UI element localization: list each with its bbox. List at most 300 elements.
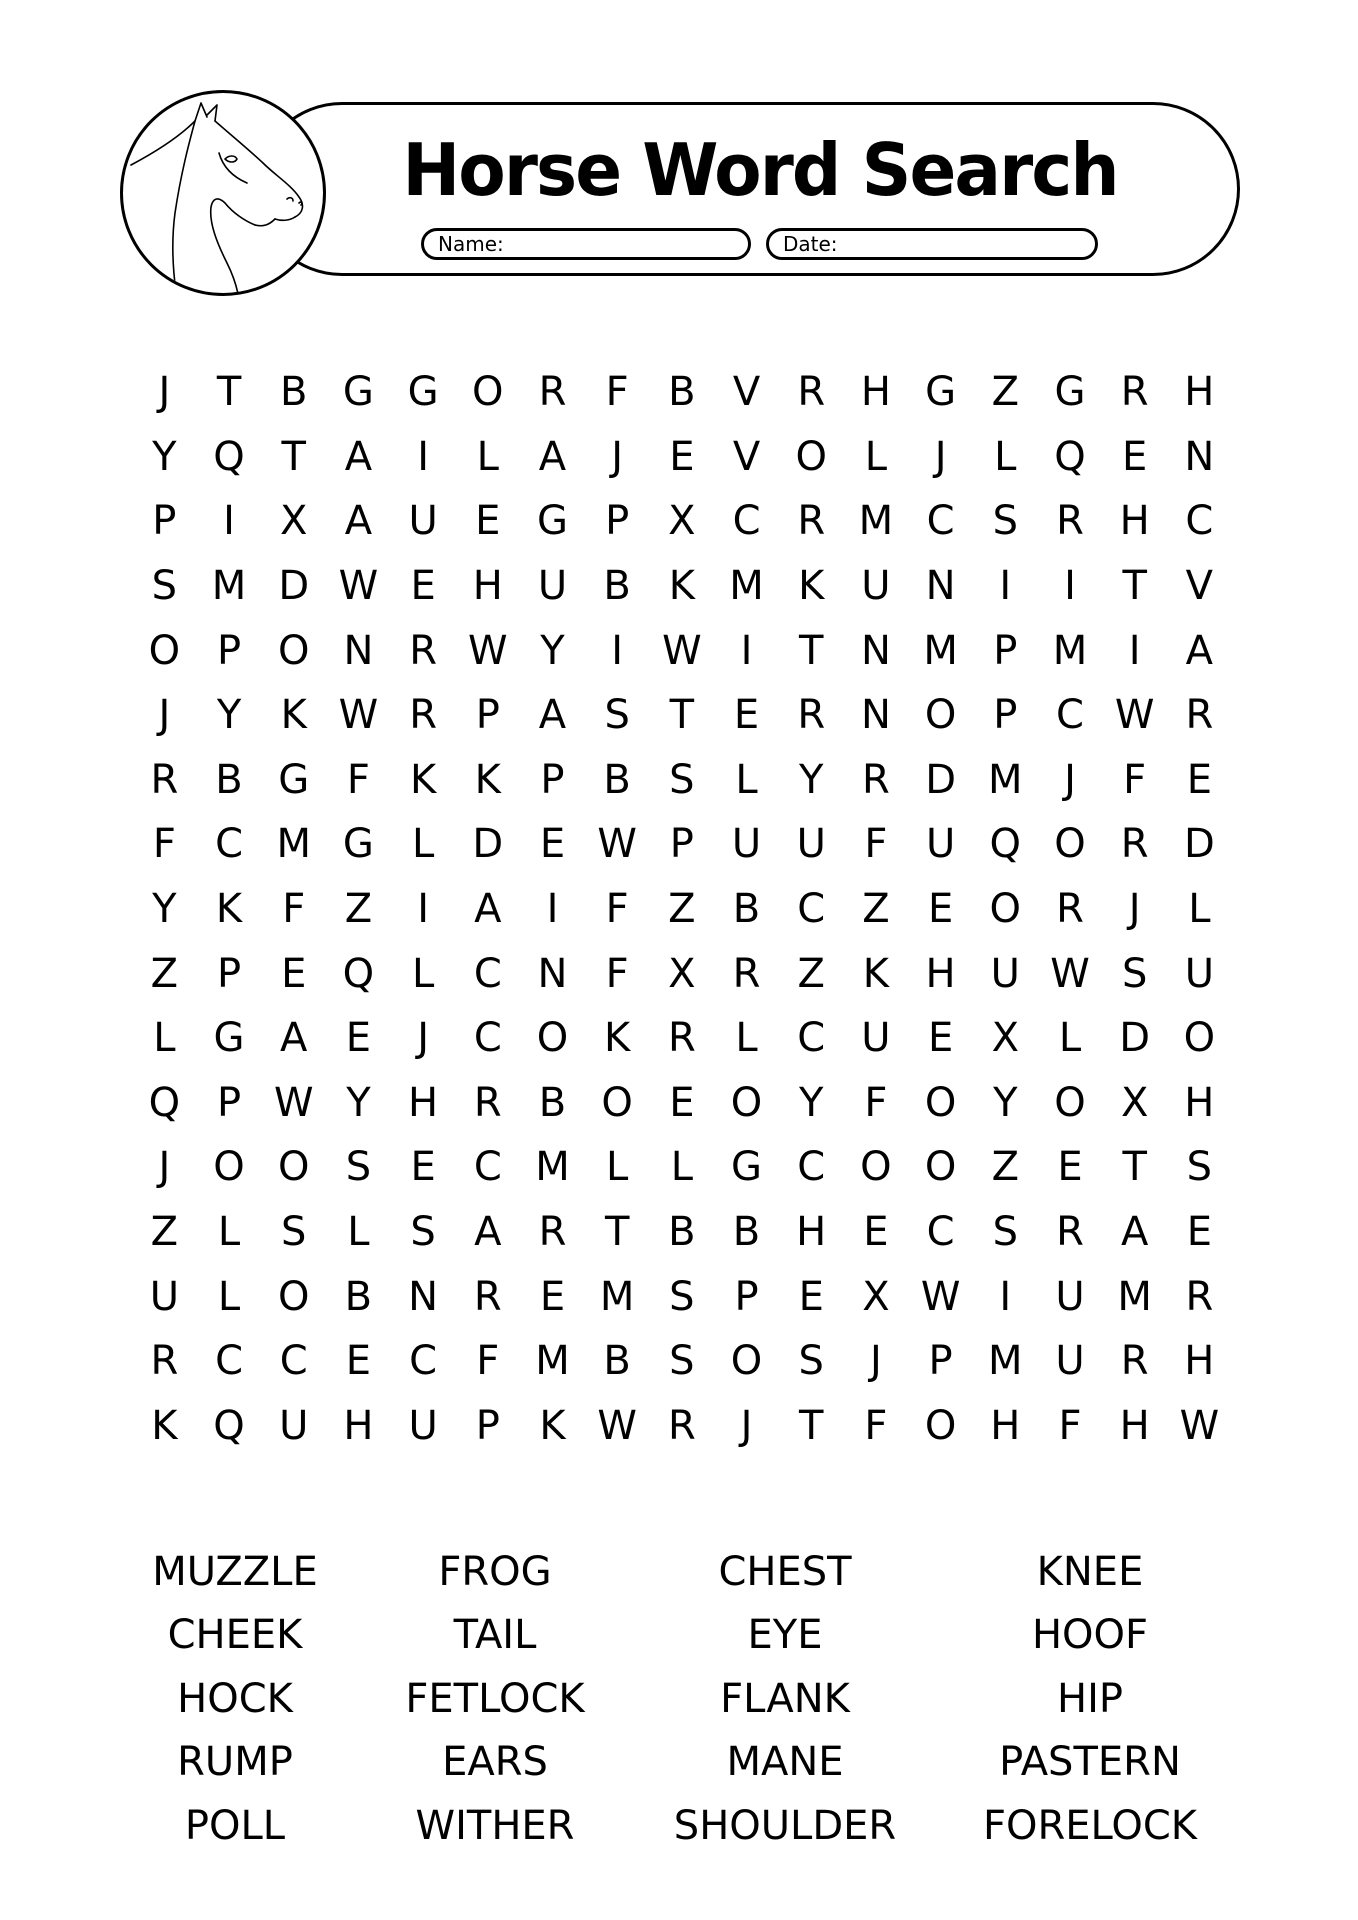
grid-letter[interactable]: X [668,950,696,997]
grid-letter[interactable]: O [924,1144,957,1191]
grid-letter[interactable]: P [475,692,500,739]
grid-letter[interactable]: S [992,498,1018,545]
grid-letter[interactable]: E [539,1273,566,1320]
grid-letter[interactable]: C [215,1338,243,1385]
grid-letter[interactable]: E [927,886,954,933]
grid-letter[interactable]: K [604,1015,631,1062]
grid-letter[interactable]: O [277,1273,310,1320]
grid-letter[interactable]: I [1064,563,1076,610]
grid-letter[interactable]: G [1054,369,1086,416]
grid-letter[interactable]: H [1184,369,1215,416]
grid-letter[interactable]: T [669,692,695,739]
grid-letter[interactable]: M [211,563,247,610]
grid-letter[interactable]: U [990,950,1020,997]
word-list-item: FLANK [720,1675,850,1722]
grid-letter[interactable]: M [1117,1273,1152,1320]
grid-letter[interactable]: T [281,433,306,480]
grid-letter[interactable]: M [535,1144,570,1191]
grid-letter[interactable]: L [670,1144,693,1191]
grid-letter[interactable]: H [472,563,503,610]
grid-letter[interactable]: Y [152,886,177,933]
grid-letter[interactable]: M [1052,627,1088,674]
grid-letter[interactable]: V [1185,563,1214,610]
grid-letter[interactable]: S [669,756,695,803]
grid-letter[interactable]: W [468,627,508,674]
grid-letter[interactable]: G [407,369,439,416]
grid-letter[interactable]: R [732,950,761,997]
grid-letter[interactable]: I [1128,627,1141,674]
grid-letter[interactable]: P [928,1338,953,1385]
grid-letter[interactable]: N [343,627,374,674]
grid-letter[interactable]: B [732,886,761,933]
grid-letter[interactable]: C [797,1015,826,1062]
grid-letter[interactable]: W [597,821,637,868]
grid-letter[interactable]: O [536,1015,569,1062]
grid-letter[interactable]: K [474,756,501,803]
grid-letter[interactable]: L [153,1015,176,1062]
grid-letter[interactable]: C [1056,692,1084,739]
grid-letter[interactable]: P [216,1079,242,1126]
grid-letter[interactable]: H [796,1209,827,1256]
grid-letter[interactable]: L [411,821,435,868]
word-list-item: FORELOCK [982,1802,1198,1849]
grid-letter[interactable]: X [991,1015,1019,1062]
grid-letter[interactable]: E [345,1338,372,1385]
grid-letter[interactable]: U [149,1273,179,1320]
grid-letter[interactable]: Q [1054,433,1086,480]
grid-letter[interactable]: I [417,433,429,480]
grid-letter[interactable]: Z [797,950,825,997]
grid-letter[interactable]: J [158,1144,171,1191]
grid-letter[interactable]: L [606,1144,629,1191]
grid-letter[interactable]: R [1185,692,1214,739]
grid-letter[interactable]: O [1054,821,1086,868]
grid-letter[interactable]: R [409,692,437,739]
grid-letter[interactable]: L [347,1209,370,1256]
grid-letter[interactable]: O [924,1402,957,1449]
grid-letter[interactable]: S [669,1273,695,1320]
grid-letter[interactable]: H [1119,1402,1150,1449]
grid-letter[interactable]: U [408,498,438,545]
grid-letter[interactable]: Z [668,886,696,933]
grid-letter[interactable]: A [474,886,502,933]
grid-letter[interactable]: O [989,886,1022,933]
grid-letter[interactable]: P [734,1273,759,1320]
grid-letter[interactable]: G [731,1144,763,1191]
grid-letter[interactable]: J [417,1015,429,1062]
grid-letter[interactable]: R [797,692,826,739]
grid-letter[interactable]: P [993,627,1018,674]
grid-letter[interactable]: H [990,1402,1021,1449]
word-list-item: CHEST [718,1548,852,1595]
grid-letter[interactable]: Y [540,627,565,674]
word-list-item: HOCK [177,1675,293,1722]
grid-letter[interactable]: P [540,756,565,803]
word-list-item: EARS [442,1739,548,1786]
grid-letter[interactable]: S [151,563,178,610]
grid-letter[interactable]: C [473,950,502,997]
grid-letter[interactable]: F [605,886,629,933]
grid-letter[interactable]: G [213,1015,245,1062]
grid-letter[interactable]: U [1184,950,1214,997]
grid-letter[interactable]: U [861,563,891,610]
grid-letter[interactable]: Z [150,1209,179,1256]
grid-letter[interactable]: P [605,498,630,545]
grid-letter[interactable]: L [217,1209,241,1256]
grid-letter[interactable]: N [925,563,956,610]
grid-letter[interactable]: Z [344,886,373,933]
grid-letter[interactable]: K [668,563,695,610]
grid-letter[interactable]: U [1055,1338,1085,1385]
grid-letter[interactable]: W [597,1402,637,1449]
grid-letter[interactable]: P [475,1402,500,1449]
grid-letter[interactable]: F [476,1338,500,1385]
grid-letter[interactable]: O [601,1079,633,1126]
grid-letter[interactable]: A [280,1015,308,1062]
grid-letter[interactable]: L [411,950,435,997]
grid-letter[interactable]: R [473,1079,502,1126]
grid-letter[interactable]: K [151,1402,178,1449]
date-field[interactable] [766,228,1098,260]
grid-letter[interactable]: Y [799,756,824,803]
grid-letter[interactable]: A [1120,1209,1149,1256]
grid-letter[interactable]: U [408,1402,438,1449]
grid-letter[interactable]: S [798,1338,824,1385]
grid-letter[interactable]: Z [991,1144,1019,1191]
grid-letter[interactable]: M [858,498,894,545]
grid-letter[interactable]: O [277,1144,310,1191]
grid-letter[interactable]: H [1184,1338,1215,1385]
grid-letter[interactable]: K [798,563,825,610]
grid-letter[interactable]: B [344,1273,373,1320]
grid-letter[interactable]: H [860,369,891,416]
grid-letter[interactable]: F [864,1402,888,1449]
grid-letter[interactable]: Q [213,433,245,480]
grid-letter[interactable]: P [216,950,242,997]
grid-letter[interactable]: Q [342,950,375,997]
word-list-item: HOOF [1031,1612,1149,1659]
grid-letter[interactable]: M [923,627,958,674]
grid-letter[interactable]: I [417,886,429,933]
grid-letter[interactable]: Y [152,433,177,480]
grid-letter[interactable]: U [731,821,762,868]
grid-letter[interactable]: M [988,1338,1023,1385]
grid-letter[interactable]: J [740,1402,753,1449]
grid-letter[interactable]: E [410,563,436,610]
grid-letter[interactable]: Q [148,1079,181,1126]
grid-letter[interactable]: J [1128,886,1141,933]
grid-letter[interactable]: X [280,498,308,545]
grid-letter[interactable]: E [410,1144,436,1191]
grid-letter[interactable]: Y [346,1079,371,1126]
grid-letter[interactable]: G [342,821,374,868]
grid-letter[interactable]: B [603,756,631,803]
grid-letter[interactable]: D [278,563,310,610]
grid-letter[interactable]: R [538,1209,567,1256]
grid-letter[interactable]: U [925,821,956,868]
grid-letter[interactable]: R [1120,1338,1149,1385]
grid-letter[interactable]: R [473,1273,502,1320]
grid-letter[interactable]: Q [213,1402,245,1449]
grid-letter[interactable]: L [1058,1015,1082,1062]
grid-letter[interactable]: L [994,433,1017,480]
word-list-item: RUMP [177,1739,293,1786]
grid-letter[interactable]: R [797,498,826,545]
grid-letter[interactable]: M [535,1338,570,1385]
grid-letter[interactable]: J [158,369,171,416]
grid-letter[interactable]: S [604,692,630,739]
grid-letter[interactable]: O [924,692,957,739]
grid-letter[interactable]: E [1122,433,1148,480]
grid-letter[interactable]: S [1121,950,1148,997]
grid-letter[interactable]: C [926,1209,955,1256]
grid-letter[interactable]: I [546,886,559,933]
grid-letter[interactable]: O [1054,1079,1086,1126]
grid-letter[interactable]: P [993,692,1018,739]
grid-letter[interactable]: W [338,563,379,610]
grid-letter[interactable]: K [280,692,307,739]
grid-letter[interactable]: A [538,692,567,739]
grid-letter[interactable]: D [472,821,504,868]
grid-letter[interactable]: W [1179,1402,1220,1449]
grid-letter[interactable]: B [668,1209,696,1256]
grid-letter[interactable]: S [281,1209,307,1256]
grid-letter[interactable]: R [667,1402,696,1449]
grid-letter[interactable]: X [668,498,696,545]
grid-letter[interactable]: W [662,627,702,674]
grid-letter[interactable]: S [1186,1144,1213,1191]
grid-letter[interactable]: E [1186,756,1212,803]
grid-letter[interactable]: C [926,498,955,545]
grid-letter[interactable]: G [278,756,310,803]
grid-letter[interactable]: E [863,1209,889,1256]
grid-letter[interactable]: V [732,433,761,480]
grid-letter[interactable]: E [927,1015,954,1062]
grid-letter[interactable]: G [925,369,957,416]
grid-letter[interactable]: K [862,950,890,997]
grid-letter[interactable]: L [864,433,888,480]
grid-letter[interactable]: T [1122,1144,1147,1191]
grid-letter[interactable]: B [668,369,696,416]
grid-letter[interactable]: E [281,950,307,997]
grid-letter[interactable]: W [338,692,379,739]
grid-letter[interactable]: Y [799,1079,824,1126]
grid-letter[interactable]: P [669,821,694,868]
grid-letter[interactable]: S [992,1209,1018,1256]
grid-letter[interactable]: H [343,1402,374,1449]
grid-letter[interactable]: H [408,1079,439,1126]
grid-letter[interactable]: E [1057,1144,1083,1191]
name-label: Name: [438,232,504,256]
grid-letter[interactable]: N [537,950,568,997]
grid-letter[interactable]: R [409,627,437,674]
grid-letter[interactable]: P [152,498,177,545]
grid-letter[interactable]: N [860,627,891,674]
grid-letter[interactable]: A [344,433,373,480]
grid-letter[interactable]: F [605,950,629,997]
grid-letter[interactable]: U [796,821,826,868]
grid-letter[interactable]: M [599,1273,635,1320]
grid-letter[interactable]: M [988,756,1023,803]
grid-letter[interactable]: H [1119,498,1150,545]
grid-letter[interactable]: M [729,563,764,610]
grid-letter[interactable]: C [215,821,243,868]
grid-letter[interactable]: O [148,627,181,674]
grid-letter[interactable]: T [799,1402,824,1449]
grid-letter[interactable]: J [611,433,624,480]
grid-letter[interactable]: E [798,1273,824,1320]
grid-letter[interactable]: D [1119,1015,1151,1062]
grid-letter[interactable]: O [1183,1015,1216,1062]
grid-letter[interactable]: O [472,369,504,416]
grid-letter[interactable]: I [611,627,624,674]
grid-letter[interactable]: I [999,1273,1012,1320]
grid-letter[interactable]: R [1185,1273,1214,1320]
grid-letter[interactable]: B [603,563,631,610]
grid-letter[interactable]: J [870,1338,882,1385]
grid-letter[interactable]: G [536,498,568,545]
grid-letter[interactable]: C [409,1338,438,1385]
grid-letter[interactable]: A [474,1209,502,1256]
grid-letter[interactable]: W [1114,692,1155,739]
grid-letter[interactable]: L [735,756,758,803]
grid-letter[interactable]: K [215,886,243,933]
grid-letter[interactable]: O [730,1079,763,1126]
grid-letter[interactable]: U [537,563,568,610]
grid-letter[interactable]: G [342,369,374,416]
grid-letter[interactable]: S [669,1338,695,1385]
grid-letter[interactable]: C [279,1338,308,1385]
grid-letter[interactable]: O [924,1079,957,1126]
grid-letter[interactable]: V [732,369,761,416]
grid-letter[interactable]: B [603,1338,631,1385]
grid-letter[interactable]: P [216,627,242,674]
grid-letter[interactable]: J [934,433,947,480]
grid-letter[interactable]: M [276,821,311,868]
grid-letter[interactable]: S [345,1144,372,1191]
grid-letter[interactable]: S [410,1209,436,1256]
grid-letter[interactable]: F [346,756,370,803]
grid-letter[interactable]: C [732,498,761,545]
grid-letter[interactable]: I [223,498,235,545]
grid-letter[interactable]: N [1184,433,1215,480]
grid-letter[interactable]: R [797,369,826,416]
grid-letter[interactable]: A [344,498,373,545]
grid-letter[interactable]: F [1123,756,1147,803]
grid-letter[interactable]: J [1064,756,1076,803]
grid-letter[interactable]: O [795,433,827,480]
grid-letter[interactable]: U [1055,1273,1085,1320]
grid-letter[interactable]: F [152,821,176,868]
grid-letter[interactable]: B [538,1079,567,1126]
grid-letter[interactable]: D [1183,821,1215,868]
word-list-item: SHOULDER [673,1802,897,1849]
grid-letter[interactable]: R [1120,821,1149,868]
grid-letter[interactable]: W [1050,950,1090,997]
grid-letter[interactable]: Z [150,950,179,997]
grid-letter[interactable]: E [1186,1209,1212,1256]
grid-letter[interactable]: R [150,756,179,803]
grid-letter[interactable]: E [539,821,566,868]
grid-letter[interactable]: E [669,1079,695,1126]
grid-letter[interactable]: F [1058,1402,1082,1449]
grid-letter[interactable]: F [864,1079,888,1126]
grid-letter[interactable]: O [277,627,310,674]
grid-letter[interactable]: J [158,692,171,739]
grid-letter[interactable]: B [215,756,243,803]
grid-letter[interactable]: W [920,1273,961,1320]
grid-letter[interactable]: R [538,369,567,416]
grid-letter[interactable]: L [1188,886,1211,933]
grid-letter[interactable]: R [862,756,890,803]
grid-letter[interactable]: C [797,1144,826,1191]
grid-letter[interactable]: L [217,1273,241,1320]
grid-letter[interactable]: K [539,1402,566,1449]
grid-letter[interactable]: L [476,433,499,480]
grid-letter[interactable]: F [282,886,306,933]
grid-letter[interactable]: B [732,1209,761,1256]
grid-letter[interactable]: D [925,756,956,803]
grid-letter[interactable]: E [733,692,760,739]
grid-letter[interactable]: T [799,627,824,674]
grid-letter[interactable]: R [1056,1209,1084,1256]
grid-letter[interactable]: T [216,369,242,416]
name-field[interactable] [421,228,751,260]
grid-letter[interactable]: Y [216,692,242,739]
grid-letter[interactable]: B [279,369,308,416]
grid-letter[interactable]: R [150,1338,179,1385]
grid-letter[interactable]: C [1185,498,1214,545]
grid-letter[interactable]: L [735,1015,758,1062]
grid-letter[interactable]: X [862,1273,890,1320]
grid-letter[interactable]: C [473,1015,502,1062]
grid-letter[interactable]: U [861,1015,891,1062]
grid-letter[interactable]: R [1120,369,1149,416]
grid-letter[interactable]: I [740,627,753,674]
grid-letter[interactable]: R [1056,886,1084,933]
grid-letter[interactable]: N [408,1273,439,1320]
grid-letter[interactable]: N [860,692,891,739]
grid-letter[interactable]: F [605,369,629,416]
grid-letter[interactable]: O [213,1144,245,1191]
grid-letter[interactable]: A [538,433,567,480]
grid-letter[interactable]: K [409,756,437,803]
grid-letter[interactable]: Q [989,821,1022,868]
grid-letter[interactable]: Y [993,1079,1018,1126]
grid-letter[interactable]: Z [862,886,890,933]
grid-letter[interactable]: H [925,950,956,997]
grid-letter[interactable]: A [1185,627,1214,674]
grid-letter[interactable]: O [730,1338,763,1385]
grid-letter[interactable]: R [667,1015,696,1062]
grid-letter[interactable]: E [345,1015,372,1062]
grid-letter[interactable]: W [273,1079,314,1126]
grid-letter[interactable]: O [860,1144,892,1191]
grid-letter[interactable]: T [604,1209,630,1256]
grid-letter[interactable]: I [999,563,1012,610]
grid-letter[interactable]: R [1056,498,1084,545]
grid-letter[interactable]: C [473,1144,502,1191]
grid-letter[interactable]: H [1184,1079,1215,1126]
grid-letter[interactable]: Z [991,369,1019,416]
grid-letter[interactable]: T [1122,563,1147,610]
grid-letter[interactable]: F [864,821,888,868]
grid-letter[interactable]: C [797,886,826,933]
grid-letter[interactable]: E [669,433,695,480]
grid-letter[interactable]: X [1120,1079,1149,1126]
grid-letter[interactable]: U [279,1402,309,1449]
grid-letter[interactable]: E [475,498,501,545]
